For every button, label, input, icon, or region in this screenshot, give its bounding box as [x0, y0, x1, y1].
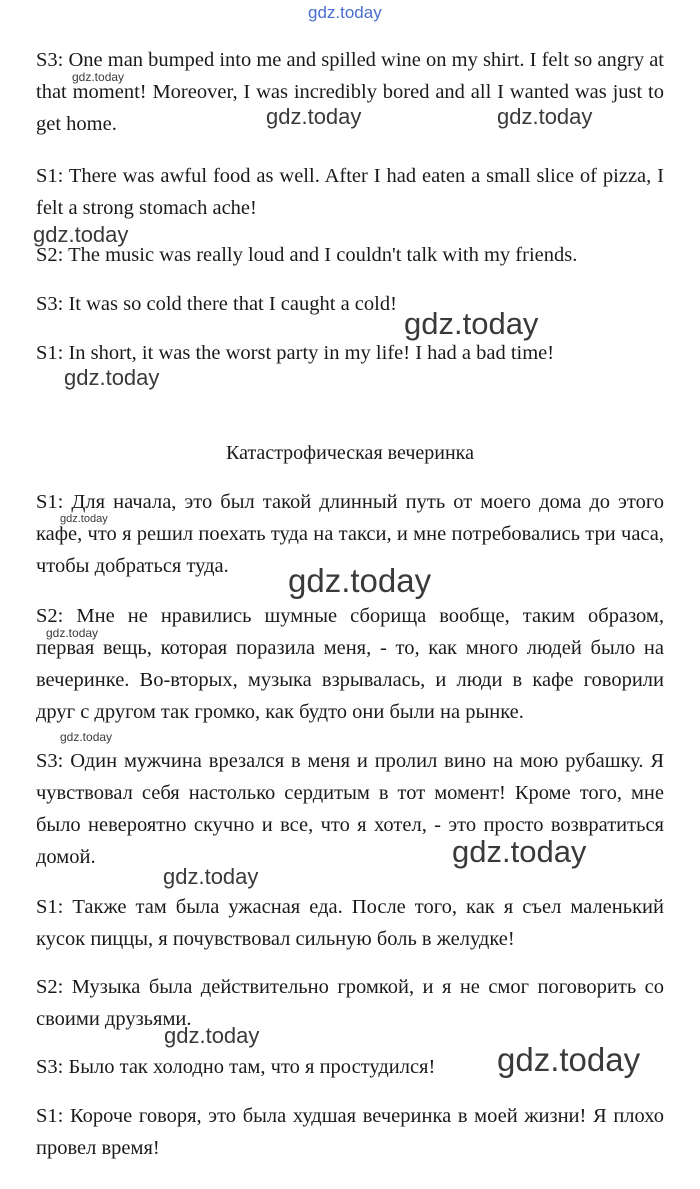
ru-paragraph-s3-cold: S3: Было так холодно там, что я простудился! — [36, 1056, 436, 1078]
watermark-header: gdz.today — [308, 3, 382, 22]
ru-paragraph-s1-summary: S1: Короче говоря, это была худшая вечеринка в моей жизни! Я плохо провел время! — [36, 1105, 664, 1159]
watermark: gdz.today — [33, 222, 129, 247]
en-paragraph-s3-cold: S3: It was so cold there that I caught a cold! — [36, 293, 397, 315]
ru-paragraph-s2-noise: S2: Мне не нравились шумные сборища вообще, таким образом, первая вещь, которая поразила меня, - то, как много людей было на вечеринке. Во-вторых, музыка взрывалась, и люди в кафе говорили друг с другом так громко, как будто они были на рынке. — [36, 605, 664, 723]
watermark: gdz.today — [266, 104, 362, 129]
watermark: gdz.today — [60, 730, 113, 744]
ru-section-title: Катастрофическая вечеринка — [226, 442, 474, 464]
ru-paragraph-s1-way: S1: Для начала, это был такой длинный путь от моего дома до этого кафе, что я решил поехать туда на такси, и мне потребовались три часа, чтобы добраться туда. — [36, 491, 664, 577]
ru-paragraph-s1-food: S1: Также там была ужасная еда. После того, как я съел маленький кусок пиццы, я почувствовал сильную боль в желудке! — [36, 896, 664, 950]
watermark: gdz.today — [72, 70, 125, 84]
watermark: gdz.today — [60, 513, 108, 525]
en-paragraph-s1-summary: S1: In short, it was the worst party in my life! I had a bad time! — [36, 342, 555, 364]
watermark: gdz.today — [163, 864, 259, 889]
watermark: gdz.today — [452, 834, 587, 869]
en-paragraph-s2-music: S2: The music was really loud and I couldn't talk with my friends. — [36, 244, 578, 266]
en-paragraph-s1-food: S1: There was awful food as well. After I had eaten a small slice of pizza, I felt a strong stomach ache! — [36, 165, 664, 219]
ru-paragraph-s3-wine: S3: Один мужчина врезался в меня и пролил вино на мою рубашку. Я чувствовал себя настолько сердитым в тот момент! Кроме того, мне было невероятно скучно и все, что я хотел, - это просто возвратиться домой. — [36, 750, 664, 868]
watermark: gdz.today — [497, 104, 593, 129]
watermark: gdz.today — [497, 1041, 641, 1078]
en-paragraph-s3: S3: One man bumped into me and spilled wine on my shirt. I felt so angry at that moment! Moreover, I was incredibly bored and all I wanted was just to get home. — [36, 49, 664, 135]
watermark: gdz.today — [64, 365, 160, 390]
watermark: gdz.today — [164, 1023, 260, 1048]
watermark: gdz.today — [46, 626, 99, 640]
watermark: gdz.today — [404, 306, 539, 341]
ru-paragraph-s2-music: S2: Музыка была действительно громкой, и я не смог поговорить со своими друзьями. — [36, 976, 664, 1030]
watermark: gdz.today — [288, 562, 432, 599]
